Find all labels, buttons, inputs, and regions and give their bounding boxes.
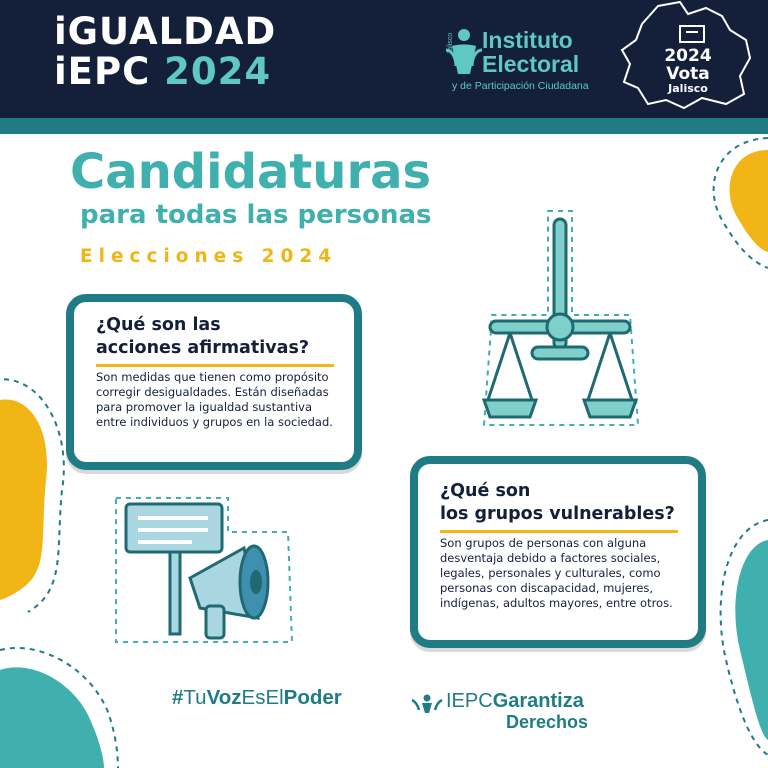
card1-underline: [96, 364, 334, 367]
card2-underline: [440, 530, 678, 533]
people-icon: [410, 694, 444, 714]
logo-line3: y de Participación Ciudadana: [452, 80, 589, 92]
card1-body: Son medidas que tienen como propósito corregir desigualdades. Están diseñadas para promover la igualdad sustantiva entre individuos y grupos en la sociedad.: [96, 370, 333, 429]
megaphone-icon: [108, 492, 298, 652]
vota-year: 2024: [664, 46, 712, 66]
vota-word: Vota: [666, 64, 710, 84]
page-title: Candidaturas: [70, 144, 432, 200]
iepc-logo: [440, 22, 600, 102]
scale-icon: [470, 205, 650, 445]
hashtag-symbol: #: [172, 686, 184, 709]
vota-jalisco-logo: [618, 0, 758, 112]
hashtag-tuvozeselpoder: #TuVozEsElPoder: [172, 686, 342, 709]
vota-state: Jalisco: [668, 82, 708, 95]
campaign-title-line2: iEPC 2024: [54, 50, 272, 93]
derechos-label: Derechos: [506, 712, 589, 732]
page-subtitle: para todas las personas: [80, 200, 432, 230]
card1-question-line2: acciones afirmativas?: [96, 338, 310, 358]
card2-question-line2: los grupos vulnerables?: [440, 504, 675, 524]
logo-state: Jalisco: [447, 32, 455, 55]
card1-question-line1: ¿Qué son las: [96, 315, 221, 335]
elections-year: Elecciones 2024: [80, 246, 338, 267]
campaign-title-line1: iGUALDAD: [54, 10, 277, 53]
logo-line1: Instituto: [482, 27, 573, 53]
vulnerable-groups-card: [410, 456, 706, 648]
card2-body: Son grupos de personas con alguna desventaja debido a factores sociales, legales, personales y culturales, como personas con discapacidad, mujeres, indígenas, adultos mayores, entre otros.: [440, 536, 673, 610]
iepc-label: IEPCGarantiza: [446, 690, 584, 712]
card2-question-line1: ¿Qué son: [440, 481, 531, 501]
logo-line2: Electoral: [482, 51, 580, 77]
affirmative-actions-card: [66, 294, 362, 470]
header-band: [0, 118, 768, 134]
